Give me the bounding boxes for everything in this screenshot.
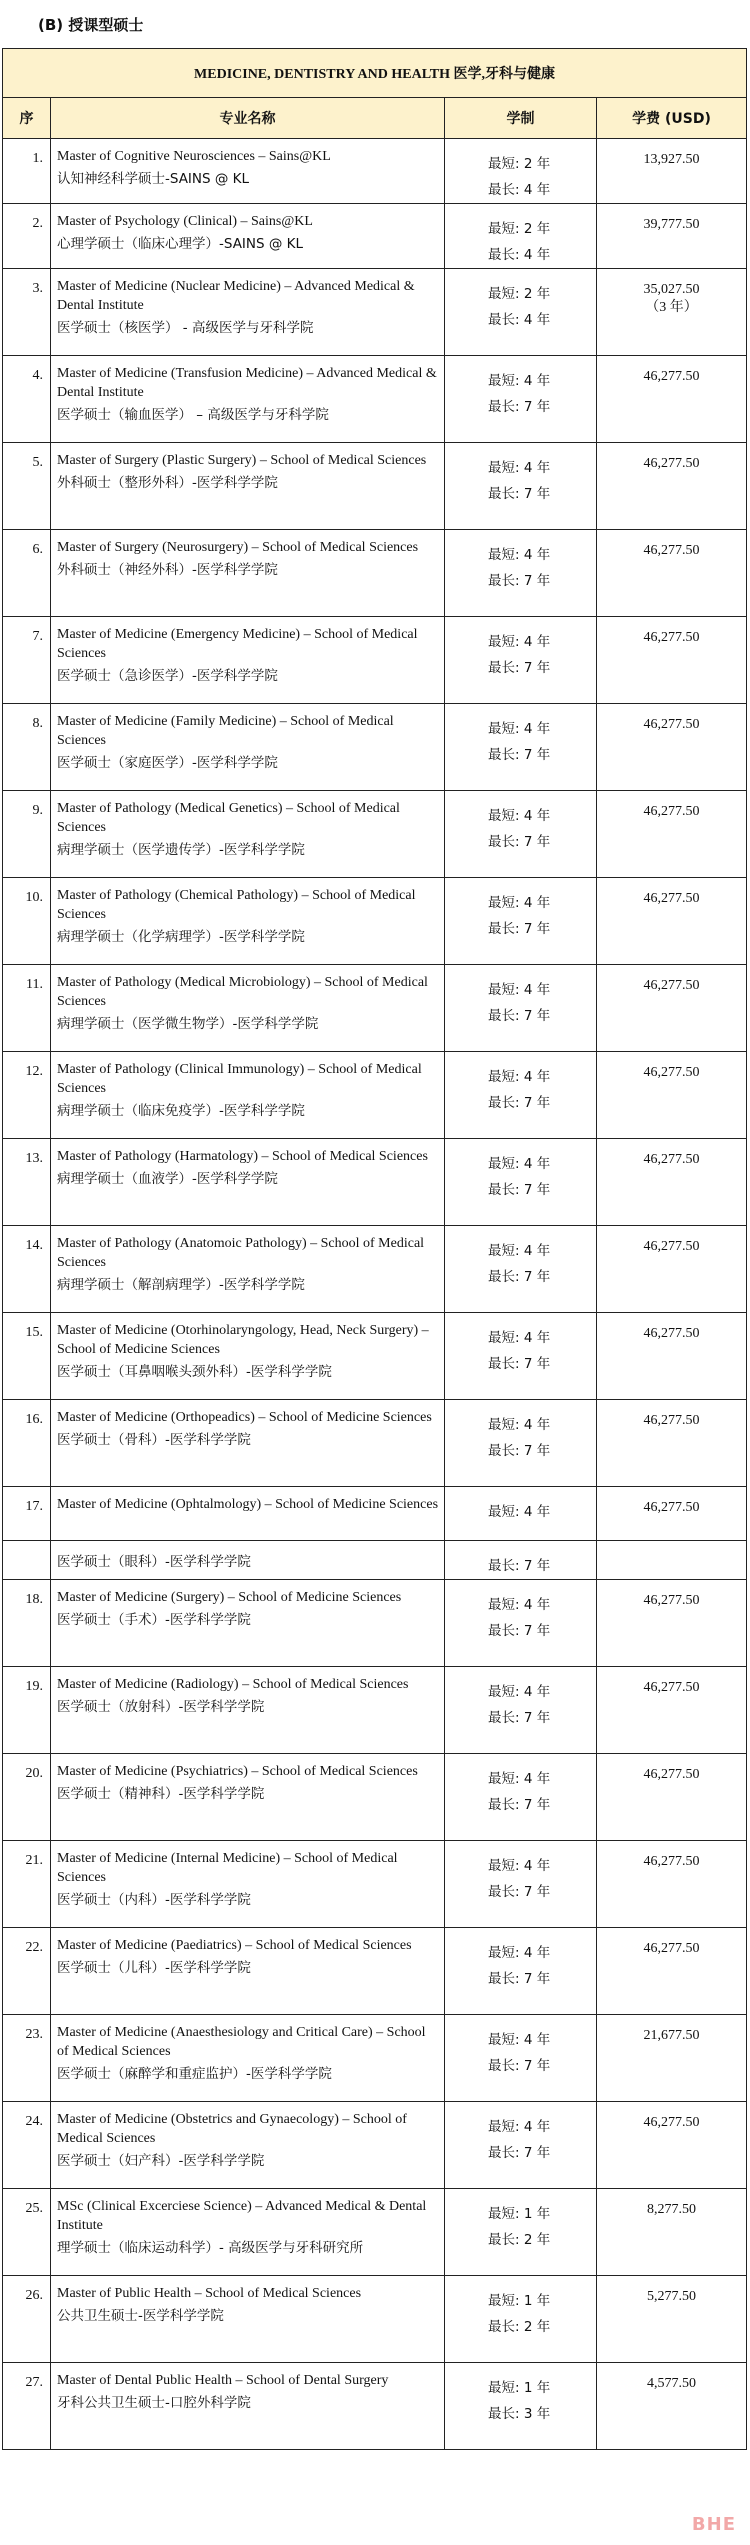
- fee-cell: [597, 2276, 747, 2363]
- fee-cell: [597, 2189, 747, 2276]
- row-number: 7.: [3, 617, 51, 704]
- programme-name-en: Master of Pathology (Chemical Pathology) – School of Medical Sciences: [57, 888, 416, 922]
- fee-value: 46,277.50: [643, 1500, 700, 1515]
- programme-cell: [51, 1400, 445, 1487]
- programme-name-en: Master of Medicine (Psychiatrics) – School of Medical Sciences: [57, 1764, 418, 1779]
- programme-name-en: Master of Surgery (Neurosurgery) – School of Medical Sciences: [57, 540, 419, 555]
- row-number: 13.: [3, 1139, 51, 1226]
- table-body: [3, 139, 747, 2450]
- programme-name-en: Master of Medicine (Surgery) – School of Medicine Sciences: [57, 1590, 402, 1605]
- row-number: 27.: [3, 2363, 51, 2450]
- programme-name-en: Master of Medicine (Radiology) – School of Medical Sciences: [57, 1677, 409, 1692]
- table-row: [3, 139, 747, 204]
- fee-cell: [597, 617, 747, 704]
- duration-cell: [445, 269, 597, 356]
- duration-max: 最长: 7 年: [488, 1356, 551, 1372]
- duration-cell: [445, 617, 597, 704]
- table-row: [3, 356, 747, 443]
- duration-min: 最短: 4 年: [488, 1504, 551, 1520]
- row-number: 21.: [3, 1841, 51, 1928]
- duration-max: 最长: 7 年: [488, 1008, 551, 1024]
- duration-max: 最长: 7 年: [488, 573, 551, 589]
- programme-cell: [51, 1139, 445, 1226]
- fee-cell: [597, 1487, 747, 1541]
- programme-name-zh: 医学硕士（放射科）-医学科学学院: [57, 1699, 265, 1715]
- duration-max: 最长: 7 年: [488, 1797, 551, 1813]
- duration-max: 最长: 7 年: [488, 834, 551, 850]
- duration-max: 最长: 4 年: [488, 182, 551, 198]
- table-row: [3, 1754, 747, 1841]
- table-row: [3, 1400, 747, 1487]
- duration-cell: [445, 530, 597, 617]
- programme-cell: [51, 1667, 445, 1754]
- fee-value: 8,277.50: [647, 2202, 697, 2217]
- duration-min: 最短: 4 年: [488, 1330, 551, 1346]
- fee-cell: [597, 443, 747, 530]
- duration-max: 最长: 7 年: [488, 921, 551, 937]
- duration-cell: [445, 1754, 597, 1841]
- duration-min: 最短: 1 年: [488, 2380, 551, 2396]
- fee-value: 46,277.50: [643, 1065, 700, 1080]
- programme-name-en: Master of Dental Public Health – School of Dental Surgery: [57, 2373, 389, 2388]
- fee-cell: [597, 704, 747, 791]
- row-number: 26.: [3, 2276, 51, 2363]
- programme-cell: [51, 1487, 445, 1541]
- fee-table-container: [2, 48, 746, 2450]
- programme-name-en: Master of Cognitive Neurosciences – Sains@KL: [57, 149, 331, 164]
- programme-name-zh: 病理学硕士（临床免疫学）-医学科学学院: [57, 1103, 305, 1119]
- fee-value: 46,277.50: [643, 1854, 700, 1869]
- programme-name-en: Master of Psychology (Clinical) – Sains@KL: [57, 214, 313, 229]
- programme-cell: [51, 1313, 445, 1400]
- duration-min: 最短: 4 年: [488, 373, 551, 389]
- programme-name-zh: 医学硕士（麻醉学和重症监护）-医学科学学院: [57, 2066, 332, 2082]
- duration-min: 最短: 4 年: [488, 1771, 551, 1787]
- row-number: 8.: [3, 704, 51, 791]
- table-row: [3, 2015, 747, 2102]
- fee-value: 46,277.50: [643, 630, 700, 645]
- duration-max: 最长: 7 年: [488, 1182, 551, 1198]
- duration-cell: [445, 204, 597, 269]
- duration-cell: [445, 704, 597, 791]
- duration-min: 最短: 4 年: [488, 634, 551, 650]
- duration-min: 最短: 2 年: [488, 221, 551, 237]
- programme-cell: [51, 617, 445, 704]
- fee-value: 46,277.50: [643, 804, 700, 819]
- table-row: [3, 1580, 747, 1667]
- fee-cell: [597, 1580, 747, 1667]
- programme-name-zh: 病理学硕士（血液学）-医学科学学院: [57, 1171, 278, 1187]
- fee-value: 5,277.50: [647, 2289, 697, 2304]
- programme-cell: [51, 1928, 445, 2015]
- programme-name-zh: 医学硕士（手术）-医学科学学院: [57, 1612, 251, 1628]
- duration-cell: [445, 1226, 597, 1313]
- programme-cell: [51, 1226, 445, 1313]
- duration-min: 最短: 4 年: [488, 1417, 551, 1433]
- column-header-no: 序: [3, 98, 51, 139]
- duration-max: 最长: 7 年: [488, 1710, 551, 1726]
- programme-name-en: Master of Pathology (Medical Microbiology) – School of Medical Sciences: [57, 975, 428, 1009]
- fee-value: 46,277.50: [643, 1767, 700, 1782]
- table-row: [3, 2189, 747, 2276]
- row-number: 2.: [3, 204, 51, 269]
- fee-cell: [597, 1667, 747, 1754]
- programme-name-en: Master of Medicine (Ophtalmology) – School of Medicine Sciences: [57, 1497, 439, 1512]
- fee-cell: [597, 1541, 747, 1580]
- duration-min: 最短: 4 年: [488, 2032, 551, 2048]
- duration-cell: [445, 965, 597, 1052]
- programme-name-zh: 外科硕士（整形外科）-医学科学学院: [57, 475, 278, 491]
- programme-name-en: Master of Surgery (Plastic Surgery) – School of Medical Sciences: [57, 453, 427, 468]
- row-number: 3.: [3, 269, 51, 356]
- table-row: [3, 1928, 747, 2015]
- row-number: 15.: [3, 1313, 51, 1400]
- duration-cell: [445, 443, 597, 530]
- programme-name-en: Master of Pathology (Medical Genetics) – School of Medical Sciences: [57, 801, 400, 835]
- table-row: [3, 2276, 747, 2363]
- programme-cell: [51, 2189, 445, 2276]
- programme-cell: [51, 2363, 445, 2450]
- fee-value: 46,277.50: [643, 1413, 700, 1428]
- row-number: 12.: [3, 1052, 51, 1139]
- duration-cell: [445, 139, 597, 204]
- programme-name-zh: 公共卫生硕士-医学科学学院: [57, 2308, 224, 2324]
- programme-name-zh: 医学硕士（输血医学） – 高级医学与牙科学院: [57, 407, 329, 423]
- duration-cell: [445, 2276, 597, 2363]
- duration-max: 最长: 7 年: [488, 1971, 551, 1987]
- programme-name-zh: 医学硕士（儿科）-医学科学学院: [57, 1960, 251, 1976]
- row-number: 16.: [3, 1400, 51, 1487]
- duration-max: 最长: 7 年: [488, 1443, 551, 1459]
- programme-cell: [51, 2015, 445, 2102]
- fee-cell: [597, 1052, 747, 1139]
- bhe-watermark: BHE: [691, 2514, 736, 2535]
- programme-name-zh: 医学硕士（眼科）-医学科学学院: [57, 1554, 251, 1570]
- row-number: 1.: [3, 139, 51, 204]
- programme-fee-table: [2, 48, 747, 2450]
- duration-min: 最短: 4 年: [488, 895, 551, 911]
- programme-name-en: Master of Pathology (Anatomoic Pathology) – School of Medical Sciences: [57, 1236, 425, 1270]
- programme-name-en: Master of Medicine (Otorhinolaryngology, Head, Neck Surgery) – School of Medicine Sciences: [57, 1323, 429, 1357]
- programme-cell: [51, 704, 445, 791]
- fee-note: （3 年）: [645, 300, 698, 315]
- programme-name-zh: 外科硕士（神经外科）-医学科学学院: [57, 562, 278, 578]
- duration-cell: [445, 1841, 597, 1928]
- row-number: 20.: [3, 1754, 51, 1841]
- duration-cell: [445, 1052, 597, 1139]
- row-number: 18.: [3, 1580, 51, 1667]
- row-number: 6.: [3, 530, 51, 617]
- duration-cell: [445, 1928, 597, 2015]
- programme-name-en: Master of Pathology (Harmatology) – School of Medical Sciences: [57, 1149, 428, 1164]
- duration-min: 最短: 1 年: [488, 2206, 551, 2222]
- fee-cell: [597, 204, 747, 269]
- programme-name-zh: 心理学硕士（临床心理学）-SAINS @ KL: [57, 236, 304, 252]
- programme-cell: [51, 530, 445, 617]
- row-number: 9.: [3, 791, 51, 878]
- programme-name-zh: 医学硕士（妇产科）-医学科学学院: [57, 2153, 265, 2169]
- programme-cell: [51, 1052, 445, 1139]
- programme-cell: [51, 2276, 445, 2363]
- duration-cell: [445, 2102, 597, 2189]
- duration-max: 最长: 4 年: [488, 247, 551, 263]
- programme-name-zh: 病理学硕士（医学微生物学）-医学科学学院: [57, 1016, 319, 1032]
- table-row: [3, 704, 747, 791]
- duration-max: 最长: 7 年: [488, 1884, 551, 1900]
- fee-cell: [597, 139, 747, 204]
- fee-value: 46,277.50: [643, 1680, 700, 1695]
- duration-max: 最长: 7 年: [488, 399, 551, 415]
- table-row: [3, 1226, 747, 1313]
- table-row: [3, 1667, 747, 1754]
- fee-value: 46,277.50: [643, 1239, 700, 1254]
- duration-cell: [445, 878, 597, 965]
- duration-max: 最长: 7 年: [488, 1095, 551, 1111]
- fee-value: 46,277.50: [643, 2115, 700, 2130]
- faculty-header: MEDICINE, DENTISTRY AND HEALTH 医学,牙科与健康: [3, 49, 747, 98]
- column-header-duration: 学制: [445, 98, 597, 139]
- fee-cell: [597, 356, 747, 443]
- row-number: 4.: [3, 356, 51, 443]
- duration-max: 最长: 7 年: [488, 660, 551, 676]
- programme-name-en: Master of Medicine (Nuclear Medicine) – Advanced Medical & Dental Institute: [57, 279, 415, 313]
- programme-cell: [51, 791, 445, 878]
- table-row: [3, 530, 747, 617]
- fee-cell: [597, 1139, 747, 1226]
- row-number: 22.: [3, 1928, 51, 2015]
- fee-value: 13,927.50: [643, 152, 700, 167]
- fee-cell: [597, 791, 747, 878]
- section-heading: (B) 授课型硕士: [38, 16, 144, 34]
- duration-max: 最长: 2 年: [488, 2319, 551, 2335]
- table-row: [3, 2102, 747, 2189]
- duration-min: 最短: 4 年: [488, 1597, 551, 1613]
- duration-max: 最长: 7 年: [488, 1269, 551, 1285]
- programme-cell: [51, 2102, 445, 2189]
- fee-value: 46,277.50: [643, 978, 700, 993]
- fee-value: 46,277.50: [643, 1593, 700, 1608]
- fee-cell: [597, 269, 747, 356]
- duration-cell: [445, 1139, 597, 1226]
- row-number: 11.: [3, 965, 51, 1052]
- fee-cell: [597, 1226, 747, 1313]
- duration-cell: [445, 1313, 597, 1400]
- programme-name-en: Master of Medicine (Internal Medicine) – School of Medical Sciences: [57, 1851, 398, 1885]
- programme-cell: [51, 269, 445, 356]
- programme-name-zh: 医学硕士（耳鼻咽喉头颈外科）-医学科学学院: [57, 1364, 332, 1380]
- fee-cell: [597, 2015, 747, 2102]
- column-header-fee: 学费 (USD): [597, 98, 747, 139]
- programme-cell: [51, 443, 445, 530]
- fee-value: 46,277.50: [643, 1152, 700, 1167]
- table-row: [3, 1313, 747, 1400]
- row-number: 23.: [3, 2015, 51, 2102]
- duration-min: 最短: 4 年: [488, 721, 551, 737]
- fee-value: 4,577.50: [647, 2376, 697, 2391]
- row-number: 5.: [3, 443, 51, 530]
- fee-cell: [597, 1928, 747, 2015]
- duration-cell: [445, 791, 597, 878]
- duration-cell: [445, 356, 597, 443]
- fee-cell: [597, 1400, 747, 1487]
- duration-cell: [445, 1541, 597, 1580]
- programme-cell: [51, 139, 445, 204]
- fee-cell: [597, 1841, 747, 1928]
- duration-min: 最短: 4 年: [488, 1243, 551, 1259]
- duration-min: 最短: 4 年: [488, 982, 551, 998]
- programme-name-zh: 医学硕士（家庭医学）-医学科学学院: [57, 755, 278, 771]
- programme-cell: [51, 1841, 445, 1928]
- duration-max: 最长: 4 年: [488, 312, 551, 328]
- duration-min: 最短: 4 年: [488, 1858, 551, 1874]
- fee-cell: [597, 878, 747, 965]
- table-row: [3, 443, 747, 530]
- row-number: 24.: [3, 2102, 51, 2189]
- duration-max: 最长: 7 年: [488, 486, 551, 502]
- table-row: [3, 1841, 747, 1928]
- duration-min: 最短: 4 年: [488, 2119, 551, 2135]
- duration-max: 最长: 2 年: [488, 2232, 551, 2248]
- fee-value: 39,777.50: [643, 217, 700, 232]
- duration-min: 最短: 4 年: [488, 547, 551, 563]
- programme-name-en: Master of Medicine (Paediatrics) – School of Medical Sciences: [57, 1938, 412, 1953]
- programme-name-en: Master of Public Health – School of Medical Sciences: [57, 2286, 362, 2301]
- table-row: [3, 965, 747, 1052]
- row-number: 14.: [3, 1226, 51, 1313]
- fee-cell: [597, 530, 747, 617]
- table-row: [3, 791, 747, 878]
- fee-value: 46,277.50: [643, 1326, 700, 1341]
- duration-min: 最短: 4 年: [488, 1684, 551, 1700]
- programme-cell: [51, 1580, 445, 1667]
- duration-cell: [445, 1667, 597, 1754]
- programme-name-zh: 医学硕士（骨科）-医学科学学院: [57, 1432, 251, 1448]
- fee-cell: [597, 1754, 747, 1841]
- table-row: [3, 1541, 747, 1580]
- programme-name-zh: 牙科公共卫生硕士-口腔外科学院: [57, 2395, 251, 2411]
- duration-max: 最长: 7 年: [488, 1623, 551, 1639]
- programme-cell: [51, 204, 445, 269]
- programme-name-en: Master of Pathology (Clinical Immunology) – School of Medical Sciences: [57, 1062, 422, 1096]
- programme-name-zh: 理学硕士（临床运动科学）- 高级医学与牙科研究所: [57, 2240, 364, 2256]
- programme-name-en: Master of Medicine (Emergency Medicine) – School of Medical Sciences: [57, 627, 418, 661]
- fee-cell: [597, 965, 747, 1052]
- duration-max: 最长: 7 年: [488, 2145, 551, 2161]
- fee-cell: [597, 2363, 747, 2450]
- fee-value: 46,277.50: [643, 456, 700, 471]
- duration-min: 最短: 1 年: [488, 2293, 551, 2309]
- fee-value: 35,027.50: [643, 282, 700, 297]
- programme-name-en: Master of Medicine (Family Medicine) – School of Medical Sciences: [57, 714, 394, 748]
- programme-name-en: Master of Medicine (Obstetrics and Gynaecology) – School of Medical Sciences: [57, 2112, 407, 2146]
- programme-name-en: Master of Medicine (Anaesthesiology and Critical Care) – School of Medical Sciences: [57, 2025, 426, 2059]
- row-number: 19.: [3, 1667, 51, 1754]
- fee-value: 46,277.50: [643, 717, 700, 732]
- duration-max: 最长: 7 年: [488, 747, 551, 763]
- programme-name-en: Master of Medicine (Orthopeadics) – School of Medicine Sciences: [57, 1410, 432, 1425]
- programme-name-zh: 病理学硕士（化学病理学）-医学科学学院: [57, 929, 305, 945]
- programme-cell: [51, 1541, 445, 1580]
- row-number: [3, 1541, 51, 1580]
- fee-value: 21,677.50: [643, 2028, 700, 2043]
- programme-name-zh: 医学硕士（精神科）-医学科学学院: [57, 1786, 265, 1802]
- fee-cell: [597, 2102, 747, 2189]
- duration-cell: [445, 1487, 597, 1541]
- fee-value: 46,277.50: [643, 1941, 700, 1956]
- duration-cell: [445, 2189, 597, 2276]
- table-row: [3, 1052, 747, 1139]
- row-number: 17.: [3, 1487, 51, 1541]
- faculty-header-row: [3, 49, 747, 98]
- duration-max: 最长: 7 年: [488, 1558, 551, 1574]
- row-number: 25.: [3, 2189, 51, 2276]
- column-header-row: [3, 98, 747, 139]
- fee-value: 46,277.50: [643, 369, 700, 384]
- duration-min: 最短: 4 年: [488, 1069, 551, 1085]
- row-number: 10.: [3, 878, 51, 965]
- duration-min: 最短: 4 年: [488, 808, 551, 824]
- table-row: [3, 1487, 747, 1541]
- duration-max: 最长: 7 年: [488, 2058, 551, 2074]
- programme-name-en: MSc (Clinical Excerciese Science) – Advanced Medical & Dental Institute: [57, 2199, 427, 2233]
- programme-cell: [51, 1754, 445, 1841]
- table-row: [3, 878, 747, 965]
- programme-name-zh: 病理学硕士（医学遗传学）-医学科学学院: [57, 842, 305, 858]
- programme-cell: [51, 356, 445, 443]
- duration-cell: [445, 2363, 597, 2450]
- programme-name-zh: 医学硕士（核医学） - 高级医学与牙科学院: [57, 320, 314, 336]
- programme-name-zh: 认知神经科学硕士-SAINS @ KL: [57, 171, 250, 187]
- fee-cell: [597, 1313, 747, 1400]
- duration-min: 最短: 2 年: [488, 156, 551, 172]
- duration-min: 最短: 4 年: [488, 1945, 551, 1961]
- fee-value: 46,277.50: [643, 543, 700, 558]
- duration-min: 最短: 4 年: [488, 460, 551, 476]
- fee-value: 46,277.50: [643, 891, 700, 906]
- duration-cell: [445, 1400, 597, 1487]
- table-row: [3, 269, 747, 356]
- column-header-programme: 专业名称: [51, 98, 445, 139]
- table-row: [3, 1139, 747, 1226]
- duration-cell: [445, 2015, 597, 2102]
- table-row: [3, 617, 747, 704]
- duration-min: 最短: 4 年: [488, 1156, 551, 1172]
- duration-cell: [445, 1580, 597, 1667]
- programme-name-zh: 医学硕士（内科）-医学科学学院: [57, 1892, 251, 1908]
- programme-cell: [51, 965, 445, 1052]
- programme-name-zh: 医学硕士（急诊医学）-医学科学学院: [57, 668, 278, 684]
- table-row: [3, 204, 747, 269]
- duration-max: 最长: 3 年: [488, 2406, 551, 2422]
- programme-name-zh: 病理学硕士（解剖病理学）-医学科学学院: [57, 1277, 305, 1293]
- table-row: [3, 2363, 747, 2450]
- programme-name-en: Master of Medicine (Transfusion Medicine) – Advanced Medical & Dental Institute: [57, 366, 437, 400]
- programme-cell: [51, 878, 445, 965]
- duration-min: 最短: 2 年: [488, 286, 551, 302]
